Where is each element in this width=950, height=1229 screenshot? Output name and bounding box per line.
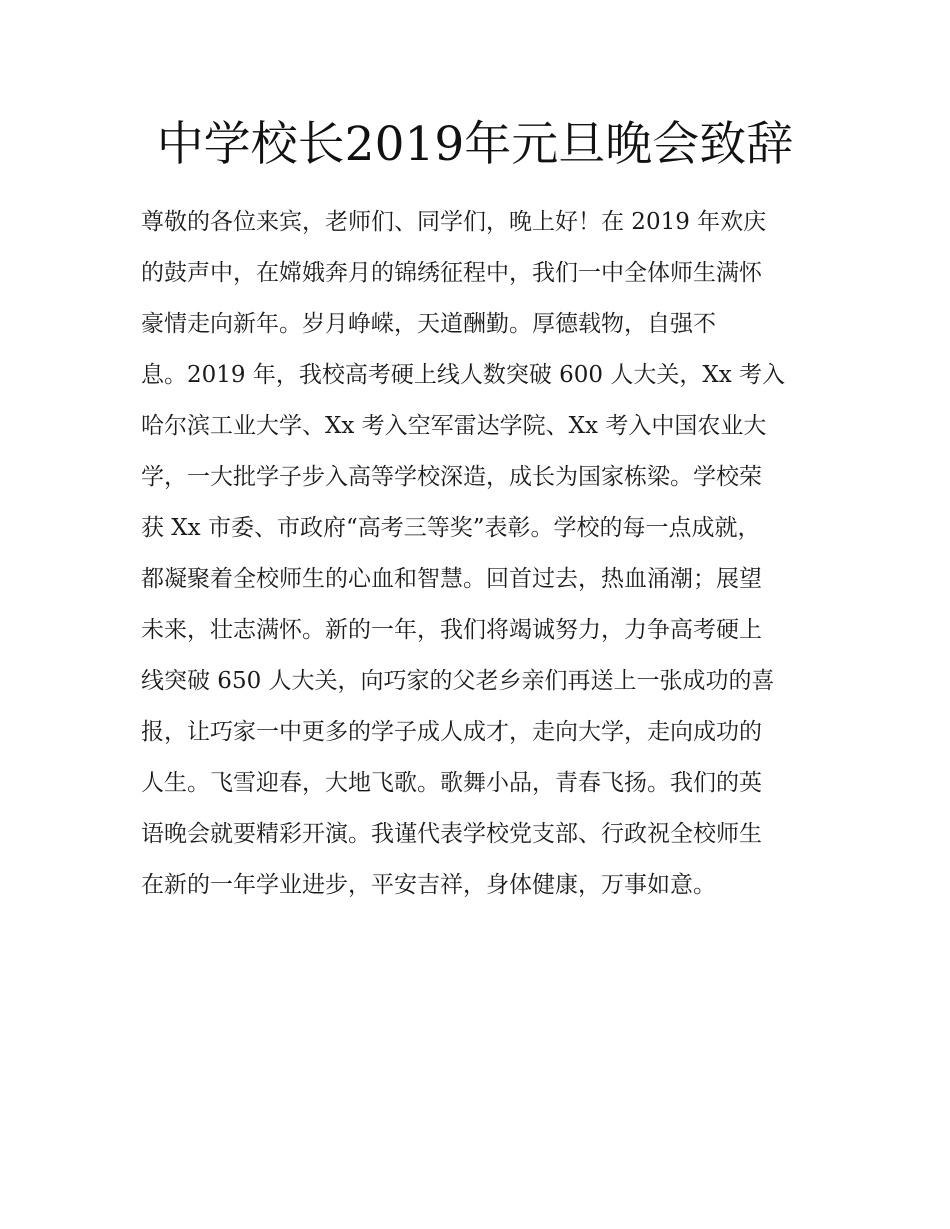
body-line: 获 Xx 市委、市政府“高考三等奖”表彰。学校的每一点成就， [141, 515, 761, 541]
body-line: 报，让巧家一中更多的学子成人成才，走向大学，走向成功的 [141, 719, 762, 745]
body-line: 都凝聚着全校师生的心血和智慧。回首过去，热血涌潮；展望 [141, 566, 762, 592]
document-body [141, 197, 821, 911]
body-line: 人生。飞雪迎春，大地飞歌。歌舞小品，青春飞扬。我们的英 [141, 770, 762, 796]
body-line: 线突破 650 人大关，向巧家的父老乡亲们再送上一张成功的喜 [141, 668, 775, 694]
body-line: 语晚会就要精彩开演。我谨代表学校党支部、行政祝全校师生 [141, 821, 762, 847]
document-title: 中学校长2019年元旦晚会致辞 [156, 117, 794, 172]
body-line: 豪情走向新年。岁月峥嵘，天道酬勤。厚德载物，自强不 [141, 311, 716, 337]
body-line: 在新的一年学业进步，平安吉祥，身体健康，万事如意。 [141, 872, 716, 898]
body-line: 息。2019 年，我校高考硬上线人数突破 600 人大关，Xx 考入 [141, 362, 786, 388]
body-line: 未来，壮志满怀。新的一年，我们将竭诚努力，力争高考硬上 [141, 617, 762, 643]
body-line: 学，一大批学子步入高等学校深造，成长为国家栋梁。学校荣 [141, 464, 762, 490]
body-line: 哈尔滨工业大学、Xx 考入空军雷达学院、Xx 考入中国农业大 [141, 413, 767, 439]
body-line: 的鼓声中，在嫦娥奔月的锦绣征程中，我们一中全体师生满怀 [141, 260, 762, 286]
body-line: 尊敬的各位来宾，老师们、同学们，晚上好！在 2019 年欢庆 [141, 209, 767, 235]
